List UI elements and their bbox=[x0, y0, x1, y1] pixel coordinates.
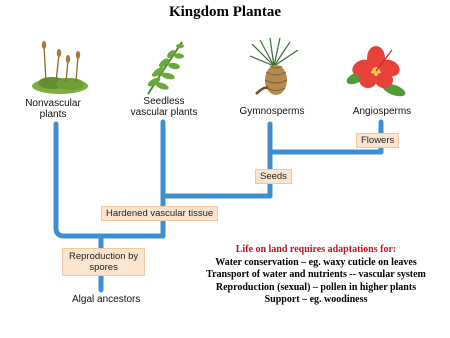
root-label: Algal ancestors bbox=[72, 294, 141, 305]
trait-vascular-tissue: Hardened vascular tissue bbox=[101, 206, 218, 221]
notes-line: Support – eg. woodiness bbox=[264, 294, 368, 306]
trait-flowers: Flowers bbox=[356, 133, 399, 148]
trait-seeds: Seeds bbox=[255, 169, 292, 184]
notes-heading: Life on land requires adaptations for: bbox=[235, 244, 397, 255]
group-label-gymnosperms: Gymnosperms bbox=[239, 106, 305, 117]
group-label-angiosperms: Angiosperms bbox=[352, 106, 412, 117]
branch-nonvascular bbox=[56, 124, 101, 236]
moss-icon bbox=[30, 36, 90, 94]
trait-spores: Reproduction by spores bbox=[62, 248, 145, 276]
adaptations-notes bbox=[182, 244, 450, 307]
notes-line: Reproduction (sexual) – pollen in higher plants bbox=[215, 281, 417, 293]
page-title: Kingdom Plantae bbox=[168, 4, 282, 20]
pinecone-icon bbox=[246, 36, 302, 98]
notes-line: Water conservation – eg. waxy cuticle on leaves bbox=[215, 256, 417, 268]
notes-line: Transport of water and nutrients -- vascular system bbox=[206, 269, 426, 281]
group-label-nonvascular: Nonvascular plants bbox=[25, 98, 81, 120]
flower-icon bbox=[346, 44, 408, 100]
fern-icon bbox=[138, 38, 190, 96]
group-label-seedless: Seedless vascular plants bbox=[130, 96, 198, 118]
